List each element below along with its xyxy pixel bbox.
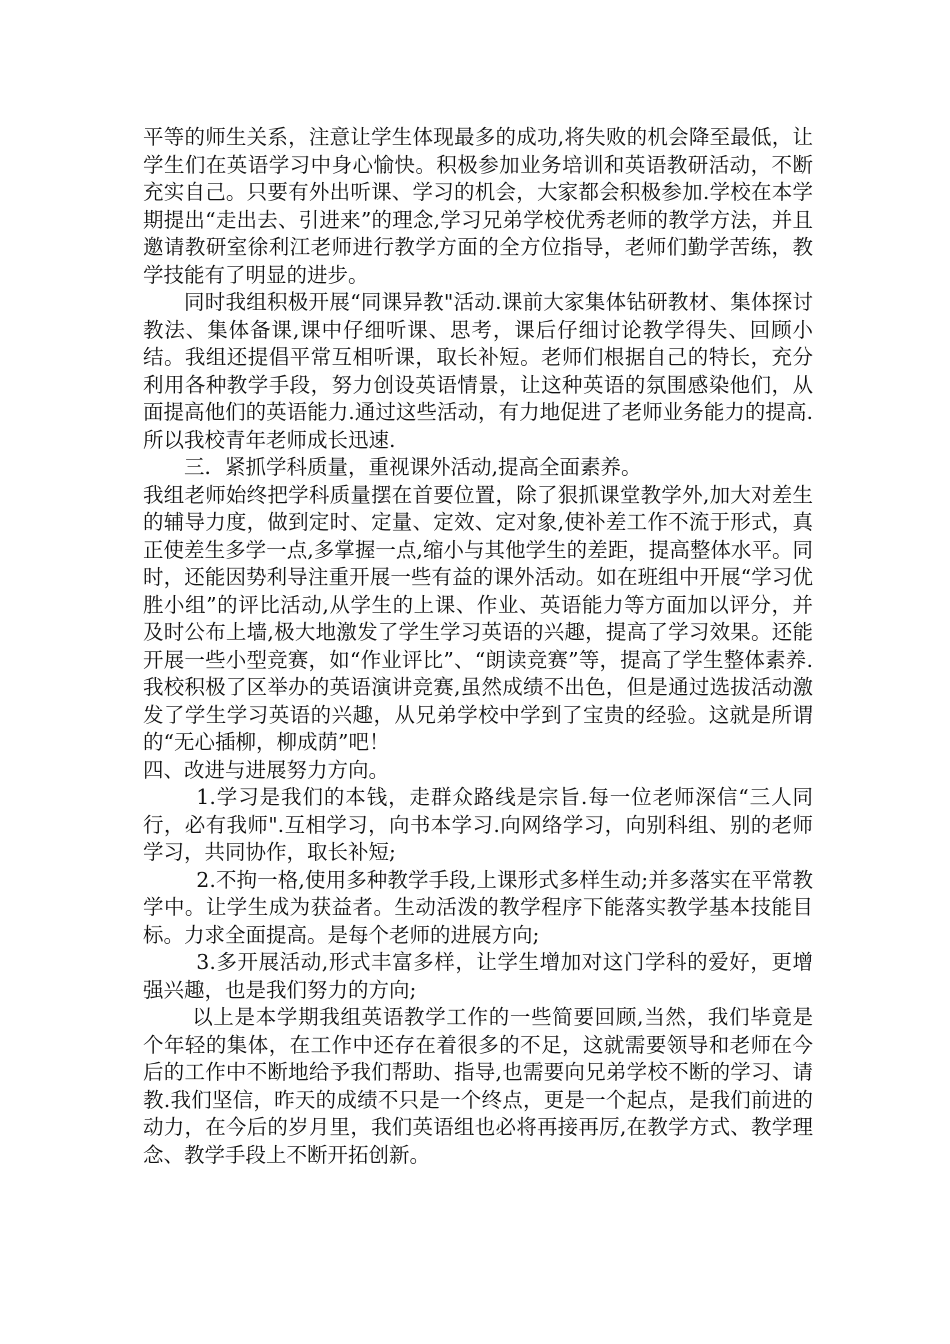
section-heading-three: 三．紧抓学科质量，重视课外活动,提高全面素养。 xyxy=(184,455,642,479)
paragraph-teacher-student-relations: 平等的师生关系，注意让学生体现最多的成功,将失败的机会降至最低，让学生们在英语学习中身心愉快。积极参加业务培训和英语教研活动，不断充实自己。只要有外出听课、学习的机会，大家都会积极参加.学校在本学期提出“走出去、引进来”的理念,学习兄弟学校优秀老师的教学方法，并且邀请教研室徐利江老师进行教学方面的全方位指导，老师们勤学苦练，教学技能有了明显的进步。 xyxy=(143,125,813,287)
section-heading-four: 四、改进与进展努力方向。 xyxy=(143,757,389,782)
paragraph-conclusion: 以上是本学期我组英语教学工作的一些简要回顾,当然，我们毕竟是个年轻的集体，在工作中还存在着很多的不足，这就需要领导和老师在今后的工作中不断地给予我们帮助、指导,也需要向兄弟学校不断的学习、请教.我们坚信，昨天的成绩不只是一个终点，更是一个起点，是我们前进的动力，在今后的岁月里，我们英语组也必将再接再厉,在教学方式、教学理念、教学手段上不断开拓创新。 xyxy=(143,1005,813,1167)
list-item-3: 3.多开展活动,形式丰富多样，让学生增加对这门学科的爱好，更增强兴趣，也是我们努力的方向; xyxy=(143,950,813,1002)
list-item-1: 1.学习是我们的本钱，走群众路线是宗旨.每一位老师深信“三人同行，必有我师".互相学习，向书本学习.向网络学习，向别科组、别的老师学习，共同协作，取长补短; xyxy=(143,785,813,864)
paragraph-same-lesson-activity: 同时我组积极开展“同课异教"活动.课前大家集体钻研教材、集体探讨教法、集体备课,课中仔细听课、思考，课后仔细讨论教学得失、回顾小结。我组还提倡平常互相听课，取长补短。老师们根据自己的特长，充分利用各种教学手段，努力创设英语情景，让这种英语的氛围感染他们，从面提高他们的英语能力.通过这些活动，有力地促进了老师业务能力的提高.所以我校青年老师成长迅速. xyxy=(143,290,813,452)
document-page xyxy=(143,124,813,1169)
paragraph-subject-quality: 我组老师始终把学科质量摆在首要位置，除了狠抓课堂教学外,加大对差生的辅导力度，做到定时、定量、定效、定对象,使补差工作不流于形式，真正使差生多学一点,多掌握一点,缩小与其他学生的差距，提高整体水平。同时，还能因势利导注重开展一些有益的课外活动。如在班组中开展“学习优胜小组”的评比活动,从学生的上课、作业、英语能力等方面加以评分，并及时公布上墙,极大地激发了学生学习英语的兴趣，提高了学习效果。还能开展一些小型竞赛，如“作业评比”、“朗读竞赛”等，提高了学生整体素养.我校积极了区举办的英语演讲竞赛,虽然成绩不出色，但是通过选拔活动激发了学生学习英语的兴趣，从兄弟学校中学到了宝贵的经验。这就是所谓的“无心插柳，柳成荫”吧！ xyxy=(143,482,813,754)
list-item-2: 2.不拘一格,使用多种教学手段,上课形式多样生动;并多落实在平常教学中。让学生成为获益者。生动活泼的教学程序下能落实教学基本技能目标。力求全面提高。是每个老师的进展方向; xyxy=(143,867,813,947)
